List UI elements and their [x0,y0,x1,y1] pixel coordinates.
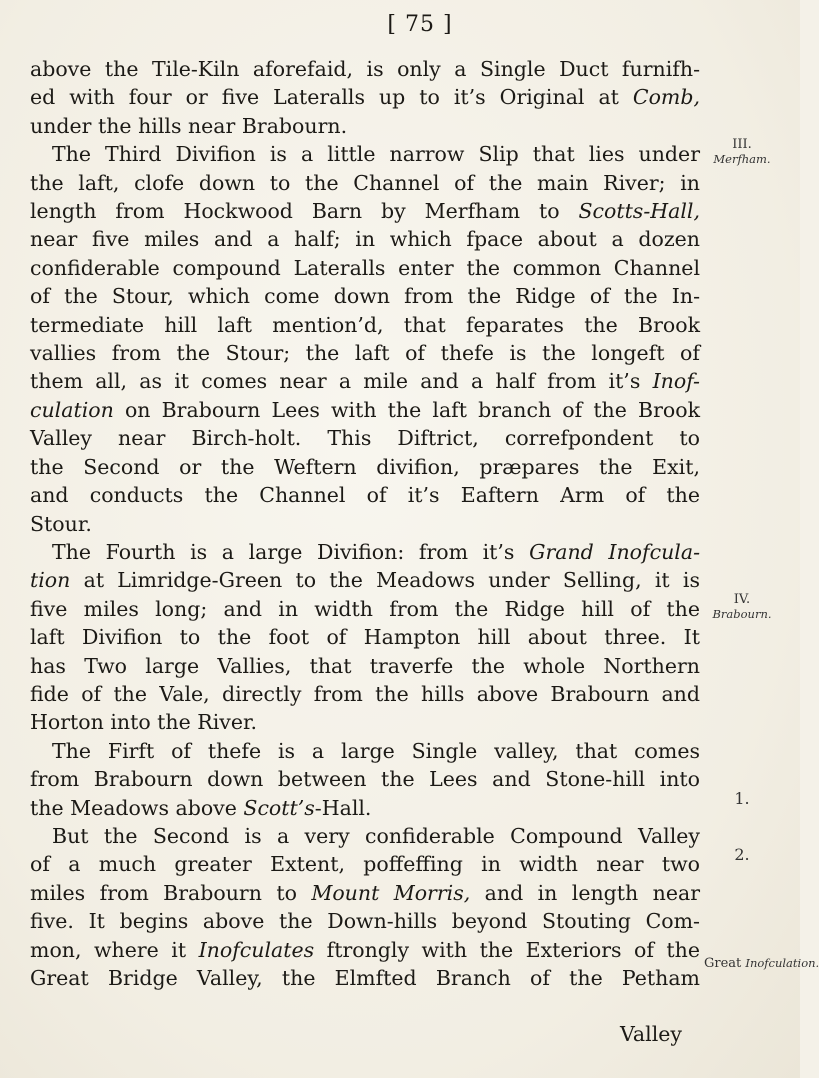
italic-text: Inof- [652,369,700,394]
margin-note-great-inosculation [704,956,819,971]
text-line [30,311,700,339]
text-run: length from Hockwood Barn by Merfham to [30,199,579,224]
text-line [30,55,700,83]
text-line [30,367,700,395]
text-run: them all, as it comes near a mile and a half from it’s [30,369,653,394]
italic-text: Comb, [632,85,700,110]
text-line [30,396,700,424]
margin-note-great-label: Great [704,956,746,971]
text-run: ftrongly with the Exteriors of the [314,937,700,962]
italic-text: Scotts-Hall, [578,199,700,224]
italic-text: Inofculates [198,937,315,962]
text-run: mon, where it [30,937,199,962]
margin-note-iv-sub: Brabourn. [712,607,772,621]
text-run: near five miles and a half; in which fpace about a dozen [30,227,700,252]
text-line [30,140,700,168]
text-run: Horton into the River. [30,710,258,735]
text-run: and in length near [470,880,700,905]
text-run: miles from Brabourn to [30,880,312,905]
text-line [30,424,700,452]
text-line [30,907,700,935]
text-line [30,453,700,481]
text-line [30,225,700,253]
text-run: the laft, clofe down to the Channel of the main River; in [30,170,700,195]
text-run: Great Bridge Valley, the Elmfted Branch of the Petham [30,966,700,990]
text-run: -Hall. [314,795,372,820]
text-run: five. It begins above the Down-hills beyond Stouting Com- [30,909,700,934]
margin-note-iv-label: IV. [733,592,751,607]
text-run: ed with four or five Lateralls up to it’s Original at [30,85,633,110]
text-line [30,794,700,822]
text-line [30,538,700,566]
margin-note-2: 2. [734,845,750,864]
text-line [30,282,700,310]
page-number: [ 75 ] [387,12,453,37]
text-line [30,652,700,680]
text-run: above the Tile-Kiln aforefaid, is only a Single Duct furnifh- [30,57,700,81]
text-run: laft Divifion to the foot of Hampton hill about three. It [30,625,700,650]
margin-note-great-sub: Inofculation. [745,956,819,970]
text-run: has Two large Vallies, that traverfe the whole Northern [30,653,700,678]
text-run: The Fourth is a large Divifion: from it’s [52,539,530,564]
text-run: of a much greater Extent, poffeffing in width near two [30,852,700,877]
text-line [30,708,700,736]
text-run: But the Second is a very confiderable Compound Valley [52,823,700,848]
margin-note-1: 1. [734,789,750,808]
text-run: five miles long; and in width from the Ridge hill of the [30,596,700,621]
text-run: and conducts the Channel of it’s Eaftern Arm of the [30,483,700,508]
text-run: vallies from the Stour; the laft of thefe is the longeft of [30,341,700,366]
text-run: The Third Divifion is a little narrow Slip that lies under [52,142,700,167]
text-run: at Limridge-Green to the Meadows under Selling, it is [70,568,700,593]
italic-text: culation [30,397,114,422]
body-text [30,55,700,992]
text-run: of the Stour, which come down from the Ridge of the In- [30,284,700,309]
text-line [30,680,700,708]
text-line [30,83,700,111]
text-line [30,623,700,651]
text-line [30,339,700,367]
text-line [30,936,700,964]
text-run: the Meadows above [30,795,244,820]
italic-text: Mount Morris, [311,880,471,905]
margin-note-iv [706,593,778,621]
text-run: Valley near Birch-holt. This Diftrict, correfpondent to [30,426,700,451]
text-line [30,737,700,765]
text-run: from Brabourn down between the Lees and Stone-hill into [30,767,700,792]
text-line [30,510,700,538]
text-line [30,254,700,282]
text-line [30,765,700,793]
text-line [30,964,700,992]
text-run: under the hills near Brabourn. [30,113,348,138]
text-run: fide of the Vale, directly from the hills above Brabourn and [30,681,700,706]
text-line [30,850,700,878]
text-line [30,169,700,197]
text-line [30,481,700,509]
text-run: The Firft of thefe is a large Single valley, that comes [52,738,700,763]
text-run: on Brabourn Lees with the laft branch of the Brook [113,397,700,422]
margin-note-iii-label: III. [732,137,752,152]
text-run: termediate hill laft mention’d, that feparates the Brook [30,312,700,337]
margin-note-iii-sub: Merfham. [713,152,771,166]
text-line [30,112,700,140]
italic-text: Grand Inofcula- [529,539,701,564]
margin-note-iii [712,138,772,166]
text-run: Stour. [30,511,92,536]
text-line [30,879,700,907]
italic-text: Scott’s [243,795,315,820]
text-run: the Second or the Weftern divifion, præpares the Exit, [30,454,700,479]
italic-text: tion [30,568,71,593]
text-line [30,566,700,594]
text-run: confiderable compound Lateralls enter the common Channel [30,255,700,280]
text-line [30,197,700,225]
catchword: Valley [620,1022,682,1046]
text-line [30,595,700,623]
text-line [30,822,700,850]
